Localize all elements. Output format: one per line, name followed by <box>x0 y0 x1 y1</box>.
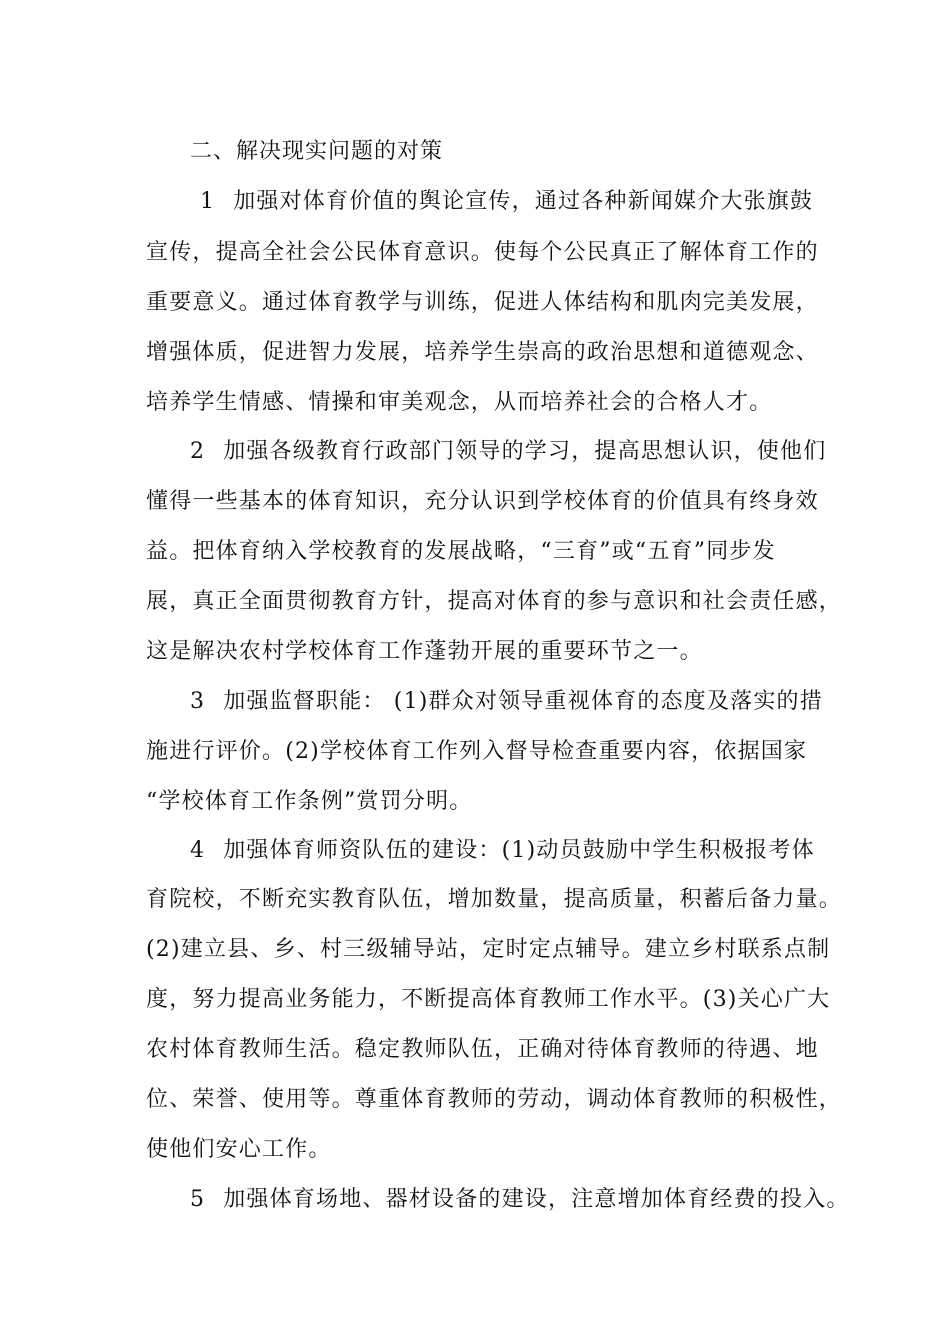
paragraph-4-line-4: 度，努力提高业务能力，不断提高体育教师工作水平。(3)关心广大 <box>146 987 831 1012</box>
paragraph-4-line-6: 位、荣誉、使用等。尊重体育教师的劳动，调动体育教师的积极性， <box>146 1087 843 1112</box>
paragraph-3-line-3: “学校体育工作条例”赏罚分明。 <box>146 789 473 814</box>
paragraph-2-line-2: 懂得一些基本的体育知识，充分认识到学校体育的价值具有终身效 <box>146 489 819 514</box>
paragraph-1-line-3: 重要意义。通过体育教学与训练，促进人体结构和肌肉完美发展， <box>146 290 819 315</box>
paragraph-4-line-1: 4 加强体育师资队伍的建设：(1)动员鼓励中学生积极报考体 <box>190 838 815 863</box>
paragraph-4-line-3: (2)建立县、乡、村三级辅导站，定时定点辅导。建立乡村联系点制 <box>146 937 831 962</box>
section-heading: 二、解决现实问题的对策 <box>190 139 444 164</box>
paragraph-4-line-2: 育院校，不断充实教育队伍，增加数量，提高质量，积蓄后备力量。 <box>146 887 843 912</box>
paragraph-1-line-2: 宣传，提高全社会公民体育意识。使每个公民真正了解体育工作的 <box>146 240 819 265</box>
paragraph-1-line-5: 培养学生情感、情操和审美观念，从而培养社会的合格人才。 <box>146 390 773 415</box>
paragraph-4-number: 4 <box>190 838 206 863</box>
paragraph-2-line-3: 益。把体育纳入学校教育的发展战略，“三育”或“五育”同步发 <box>146 539 776 564</box>
paragraph-2-line-4: 展，真正全面贯彻教育方针，提高对体育的参与意识和社会责任感， <box>146 589 843 614</box>
paragraph-1-number: 1 <box>200 189 216 214</box>
paragraph-2-line-1: 2 加强各级教育行政部门领导的学习，提高思想认识，使他们 <box>190 439 827 464</box>
paragraph-1-line-4: 增强体质，促进智力发展，培养学生崇高的政治思想和道德观念、 <box>146 340 819 365</box>
paragraph-5-number: 5 <box>190 1187 206 1212</box>
paragraph-2-number: 2 <box>190 439 206 464</box>
paragraph-3-number: 3 <box>190 689 206 714</box>
paragraph-4-line-5: 农村体育教师生活。稳定教师队伍，正确对待体育教师的待遇、地 <box>146 1037 819 1062</box>
paragraph-2-line-5: 这是解决农村学校体育工作蓬勃开展的重要环节之一。 <box>146 639 703 664</box>
paragraph-3-line-2: 施进行评价。(2)学校体育工作列入督导检查重要内容，依据国家 <box>146 739 808 764</box>
paragraph-4-line-7: 使他们安心工作。 <box>146 1137 332 1162</box>
paragraph-5-line-1: 5 加强体育场地、器材设备的建设，注意增加体育经费的投入。 <box>190 1187 850 1212</box>
paragraph-3-line-1: 3 加强监督职能： (1)群众对领导重视体育的态度及落实的措 <box>190 689 823 714</box>
paragraph-1-line-1: 1 加强对体育价值的舆论宣传，通过各种新闻媒介大张旗鼓 <box>200 189 814 214</box>
